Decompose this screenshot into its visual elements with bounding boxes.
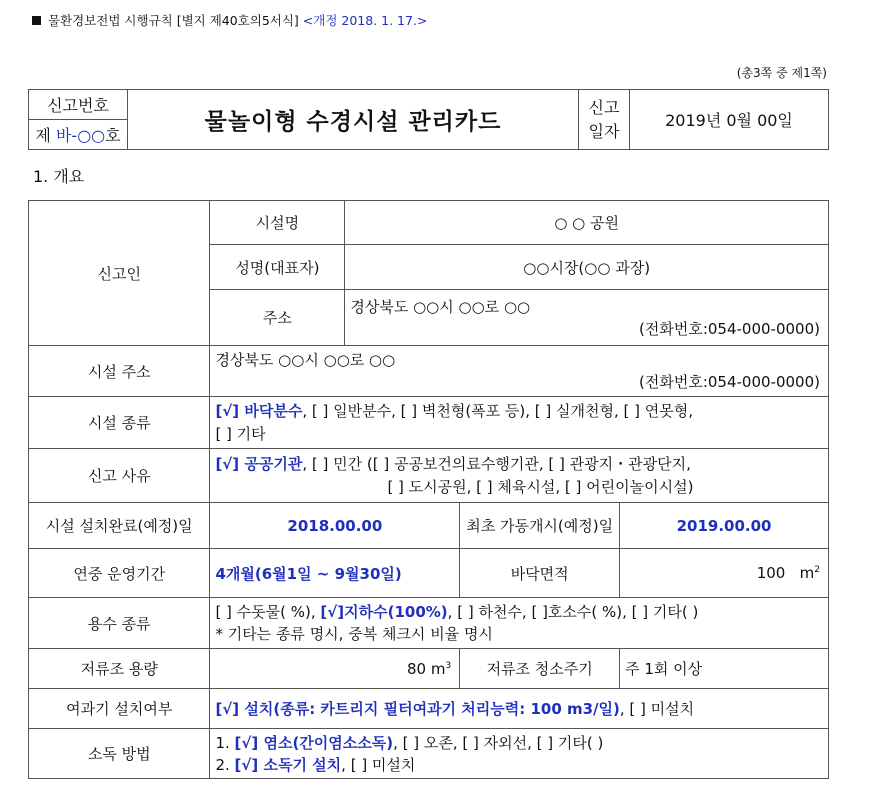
site-address-cell (210, 346, 829, 397)
disinfect-2-checked: [√] 소독기 설치 (234, 755, 342, 774)
reason-label: 신고 사유 (29, 449, 210, 503)
filter-cell (210, 689, 829, 729)
clean-label: 저류조 청소주기 (460, 649, 620, 689)
disinfect-label: 소독 방법 (29, 729, 210, 779)
water-options: , [ ] 하천수, [ ]호소수( %), [ ] 기타( ) (447, 603, 699, 621)
report-no-value: 바-○○ (55, 126, 106, 145)
disinfect-line1 (215, 732, 828, 754)
filter-label: 여과기 설치여부 (29, 689, 210, 729)
reason-checked: [√] 공공기관 (215, 454, 303, 473)
page-info: (총3쪽 중 제1쪽) (736, 66, 827, 80)
water-line1 (215, 601, 828, 623)
report-no-label: 신고번호 (29, 90, 128, 120)
address: 경상북도 ○○시 ○○로 ○○ (350, 297, 531, 316)
tank-value: 80 (407, 659, 427, 678)
reporter-label: 신고인 (29, 201, 210, 346)
area-label: 바닥면적 (460, 549, 620, 598)
water-checked: [√]지하수(100%) (320, 603, 448, 621)
clean: 주 1회 이상 (620, 649, 829, 689)
phone: (전화번호:054-000-0000) (639, 319, 820, 338)
overview-table (28, 200, 829, 779)
facility-type-line1 (215, 400, 828, 423)
site-address: 경상북도 ○○시 ○○로 ○○ (215, 351, 396, 369)
address-label: 주소 (210, 290, 345, 346)
facility-type-other: [ ] 기타 (215, 424, 266, 443)
legal-basis (32, 11, 427, 29)
report-date: 2019년 0월 00일 (630, 90, 829, 150)
area-cell: 100 $m^2$ (620, 549, 829, 598)
water-cell (210, 598, 829, 649)
report-no-suffix: 호 (105, 126, 121, 145)
disinfect-line2 (215, 754, 828, 776)
representative: ○○시장(○○ 과장) (345, 245, 829, 290)
water-tap: [ ] 수돗물( %), (215, 603, 321, 621)
filter-options: , [ ] 미설치 (619, 700, 695, 718)
reason-options-line2: [ ] 도시공원, [ ] 체육시설, [ ] 어린이놀이시설) (387, 477, 694, 496)
tank-unit: m (430, 659, 446, 678)
period-label: 연중 운영기간 (29, 549, 210, 598)
report-date-label-2: 일자 (588, 121, 620, 141)
report-date-label (579, 90, 630, 150)
disinfect-1-num: 1. (215, 733, 230, 752)
facility-name: ○ ○ 공원 (345, 201, 829, 245)
site-phone: (전화번호:054-000-0000) (639, 373, 820, 391)
square-bullet-icon (32, 16, 41, 25)
card-title: 물놀이형 수경시설 관리카드 (128, 90, 579, 150)
disinfect-2-options: , [ ] 미설치 (341, 755, 416, 774)
section-title: 1. 개요 (33, 167, 85, 186)
start-label: 최초 가동개시(예정)일 (460, 503, 620, 549)
area-unit: m (799, 564, 815, 582)
area-value: 100 (756, 564, 786, 582)
facility-type-checked: [√] 바닥분수 (215, 401, 303, 420)
facility-type-label: 시설 종류 (29, 397, 210, 449)
facility-type-cell (210, 397, 829, 449)
report-no-cell (29, 120, 128, 150)
period: 4개월(6월1일 ~ 9월30일) (210, 549, 460, 598)
disinfect-cell (210, 729, 829, 779)
facility-type-options: , [ ] 일반분수, [ ] 벽천형(폭포 등), [ ] 실개천형, [ ] 연못형, (302, 401, 694, 420)
legal-basis-text: 물환경보전법 시행규칙 [별지 제40호의5서식] (48, 13, 299, 28)
facility-name-label: 시설명 (210, 201, 345, 245)
disinfect-1-checked: [√] 염소(간이염소소독) (234, 733, 394, 752)
site-address-label: 시설 주소 (29, 346, 210, 397)
water-label: 용수 종류 (29, 598, 210, 649)
address-cell (345, 290, 829, 346)
report-no-prefix: 제 (35, 126, 51, 145)
tank-cell: 80 $m^3$ (210, 649, 460, 689)
reason-cell (210, 449, 829, 503)
report-date-label-1: 신고 (588, 97, 620, 117)
start-date: 2019.00.00 (620, 503, 829, 549)
reason-line1 (215, 453, 828, 476)
install-date: 2018.00.00 (210, 503, 460, 549)
disinfect-1-options: , [ ] 오존, [ ] 자외선, [ ] 기타( ) (393, 733, 604, 752)
representative-label: 성명(대표자) (210, 245, 345, 290)
card-header-table (28, 89, 829, 150)
filter-checked: [√] 설치(종류: 카트리지 필터여과기 처리능력: 100 m3/일) (215, 700, 620, 718)
install-label: 시설 설치완료(예정)일 (29, 503, 210, 549)
tank-label: 저류조 용량 (29, 649, 210, 689)
reason-options: , [ ] 민간 ([ ] 공공보건의료수행기관, [ ] 관광지・관광단지, (302, 454, 691, 473)
water-note: * 기타는 종류 명시, 중복 체크시 비율 명시 (215, 625, 493, 643)
revision-note: <개정 2018. 1. 17.> (302, 13, 428, 28)
disinfect-2-num: 2. (215, 755, 230, 774)
